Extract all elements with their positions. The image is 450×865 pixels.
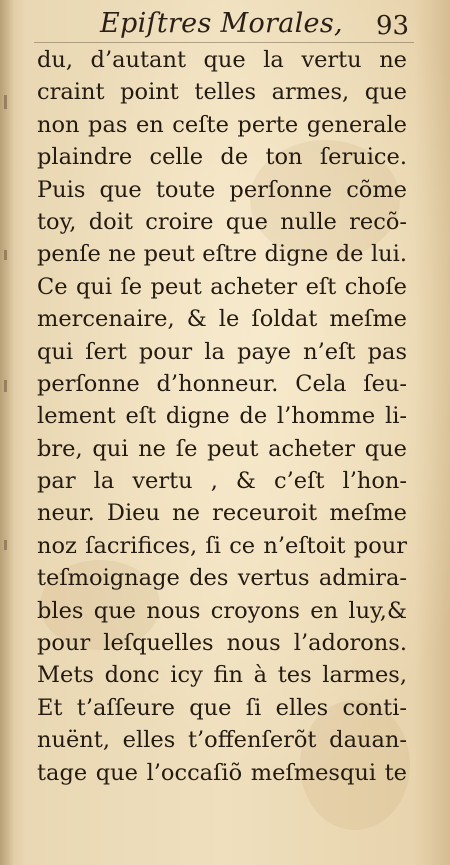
margin-mark	[4, 380, 7, 392]
page-number: 93	[376, 11, 410, 41]
text-line: qui ſert pour la paye n’eſt pas	[37, 338, 407, 365]
text-line: penſe ne peut eſtre digne de lui.	[37, 241, 407, 268]
running-head	[0, 8, 450, 42]
text-line: Mets donc icy fin à tes larmes,	[37, 662, 407, 689]
text-line: bles que nous croyons en luy,&	[37, 597, 407, 624]
text-line: Et t’aſſeure que ſi elles conti-	[37, 694, 407, 721]
text-line: lement eſt digne de l’homme li-	[37, 403, 407, 430]
text-line: par la vertu , & c’eſt l’hon-	[37, 468, 407, 495]
text-line: nuënt, elles t’offenſerõt dauan-	[37, 727, 407, 754]
body-text	[37, 44, 407, 789]
header-rule	[34, 42, 414, 43]
running-title: Epiſtres Morales,	[100, 8, 343, 39]
text-line: perſonne d’honneur. Cela ſeu-	[37, 370, 407, 397]
margin-mark	[4, 540, 7, 550]
text-line: teſmoignage des vertus admira-	[37, 565, 407, 592]
text-line: du, d’autant que la vertu ne	[37, 47, 407, 73]
text-line: non pas en ceſte perte generale	[37, 111, 407, 138]
text-line: neur. Dieu ne receuroit meſme	[37, 500, 407, 527]
margin-mark	[4, 250, 7, 260]
margin-mark	[4, 95, 7, 109]
text-line: bre, qui ne ſe peut acheter que	[37, 435, 407, 462]
text-line: tage que l’occaſiõ meſmesqui te	[37, 759, 407, 786]
text-line: Ce qui ſe peut acheter eſt choſe	[37, 273, 407, 300]
text-line: mercenaire, & le ſoldat meſme	[37, 306, 407, 333]
text-line: pour leſquelles nous l’adorons.	[37, 630, 407, 657]
page-gutter-shadow	[0, 0, 14, 865]
text-line: craint point telles armes, que	[37, 79, 407, 106]
text-line: toy, doit croire que nulle recõ-	[37, 208, 407, 235]
text-line: Puis que toute perſonne cõme	[37, 176, 407, 203]
text-line: noz ſacrifices, ſi ce n’eſtoit pour	[37, 532, 407, 559]
text-line: plaindre celle de ton ſeruice.	[37, 144, 407, 171]
